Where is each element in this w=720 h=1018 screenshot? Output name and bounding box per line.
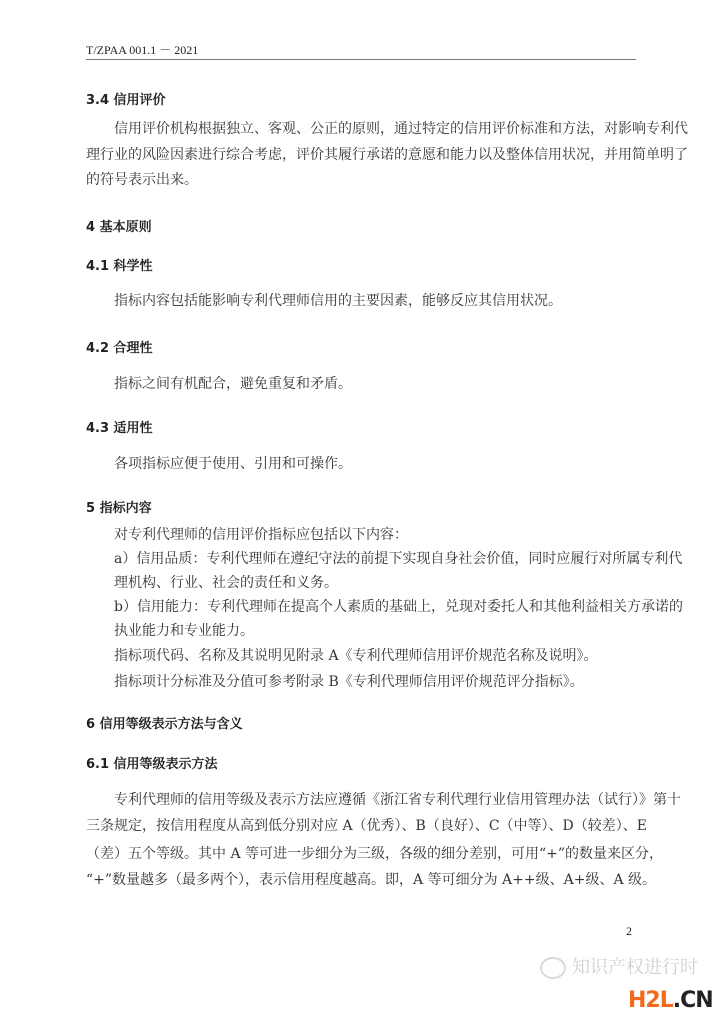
logo-part-1: H2L — [628, 988, 673, 1013]
paragraph-line: 理机构、行业、社会的责任和义务。 — [114, 575, 338, 591]
paragraph-line: 专利代理师的信用等级及表示方法应遵循《浙江省专利代理行业信用管理办法（试行）》第十 — [114, 792, 681, 808]
paragraph-line: 信用评价机构根据独立、客观、公正的原则，通过特定的信用评价标准和方法，对影响专利代 — [114, 121, 688, 137]
document-id: T/ZPAA 001.1 － 2021 — [86, 43, 199, 57]
site-logo — [628, 988, 713, 1014]
paragraph-line: 指标项计分标准及分值可参考附录 B《专利代理师信用评价规范评分指标》。 — [114, 674, 584, 690]
paragraph-line: 指标项代码、名称及其说明见附录 A《专利代理师信用评价规范名称及说明》。 — [114, 648, 598, 664]
page-number: 2 — [626, 924, 632, 938]
paragraph-line: 指标内容包括能影响专利代理师信用的主要因素，能够反应其信用状况。 — [114, 293, 562, 309]
watermark — [540, 956, 698, 980]
heading-4-3: 4.3 适用性 — [86, 421, 153, 436]
paragraph-line: b）信用能力：专利代理师在提高个人素质的基础上，兑现对委托人和其他利益相关方承诺的 — [114, 599, 683, 615]
paragraph-line: 理行业的风险因素进行综合考虑，评价其履行承诺的意愿和能力以及整体信用状况，并用简单明了 — [86, 147, 688, 163]
heading-6-1: 6.1 信用等级表示方法 — [86, 757, 218, 772]
heading-4-1: 4.1 科学性 — [86, 259, 153, 274]
heading-3-4: 3.4 信用评价 — [86, 93, 166, 108]
heading-4-2: 4.2 合理性 — [86, 341, 153, 356]
paragraph-line: a）信用品质：专利代理师在遵纪守法的前提下实现自身社会价值，同时应履行对所属专利代 — [114, 551, 683, 567]
heading-6: 6 信用等级表示方法与含义 — [86, 717, 243, 732]
logo-part-2: .CN — [672, 988, 713, 1013]
paragraph-line: 指标之间有机配合，避免重复和矛盾。 — [114, 376, 352, 392]
paragraph-line: 的符号表示出来。 — [86, 172, 198, 188]
paragraph-line: 对专利代理师的信用评价指标应包括以下内容： — [114, 527, 408, 543]
paragraph-line: （差）五个等级。其中 A 等可进一步细分为三级，各级的细分差别，可用“+”的数量来区分， — [86, 846, 664, 862]
watermark-text: 知识产权进行时 — [572, 957, 698, 978]
paragraph-line: “+”数量越多（最多两个），表示信用程度越高。即，A 等可细分为 A++级、A+级、A 级。 — [86, 872, 657, 888]
paragraph-line: 各项指标应便于使用、引用和可操作。 — [114, 456, 352, 472]
paragraph-line: 执业能力和专业能力。 — [114, 623, 254, 639]
paragraph-line: 三条规定，按信用程度从高到低分别对应 A（优秀）、B（良好）、C（中等）、D（较差）、E — [86, 818, 648, 834]
header-divider — [86, 59, 636, 60]
heading-4: 4 基本原则 — [86, 220, 152, 235]
wechat-icon — [540, 957, 566, 979]
heading-5: 5 指标内容 — [86, 501, 152, 516]
